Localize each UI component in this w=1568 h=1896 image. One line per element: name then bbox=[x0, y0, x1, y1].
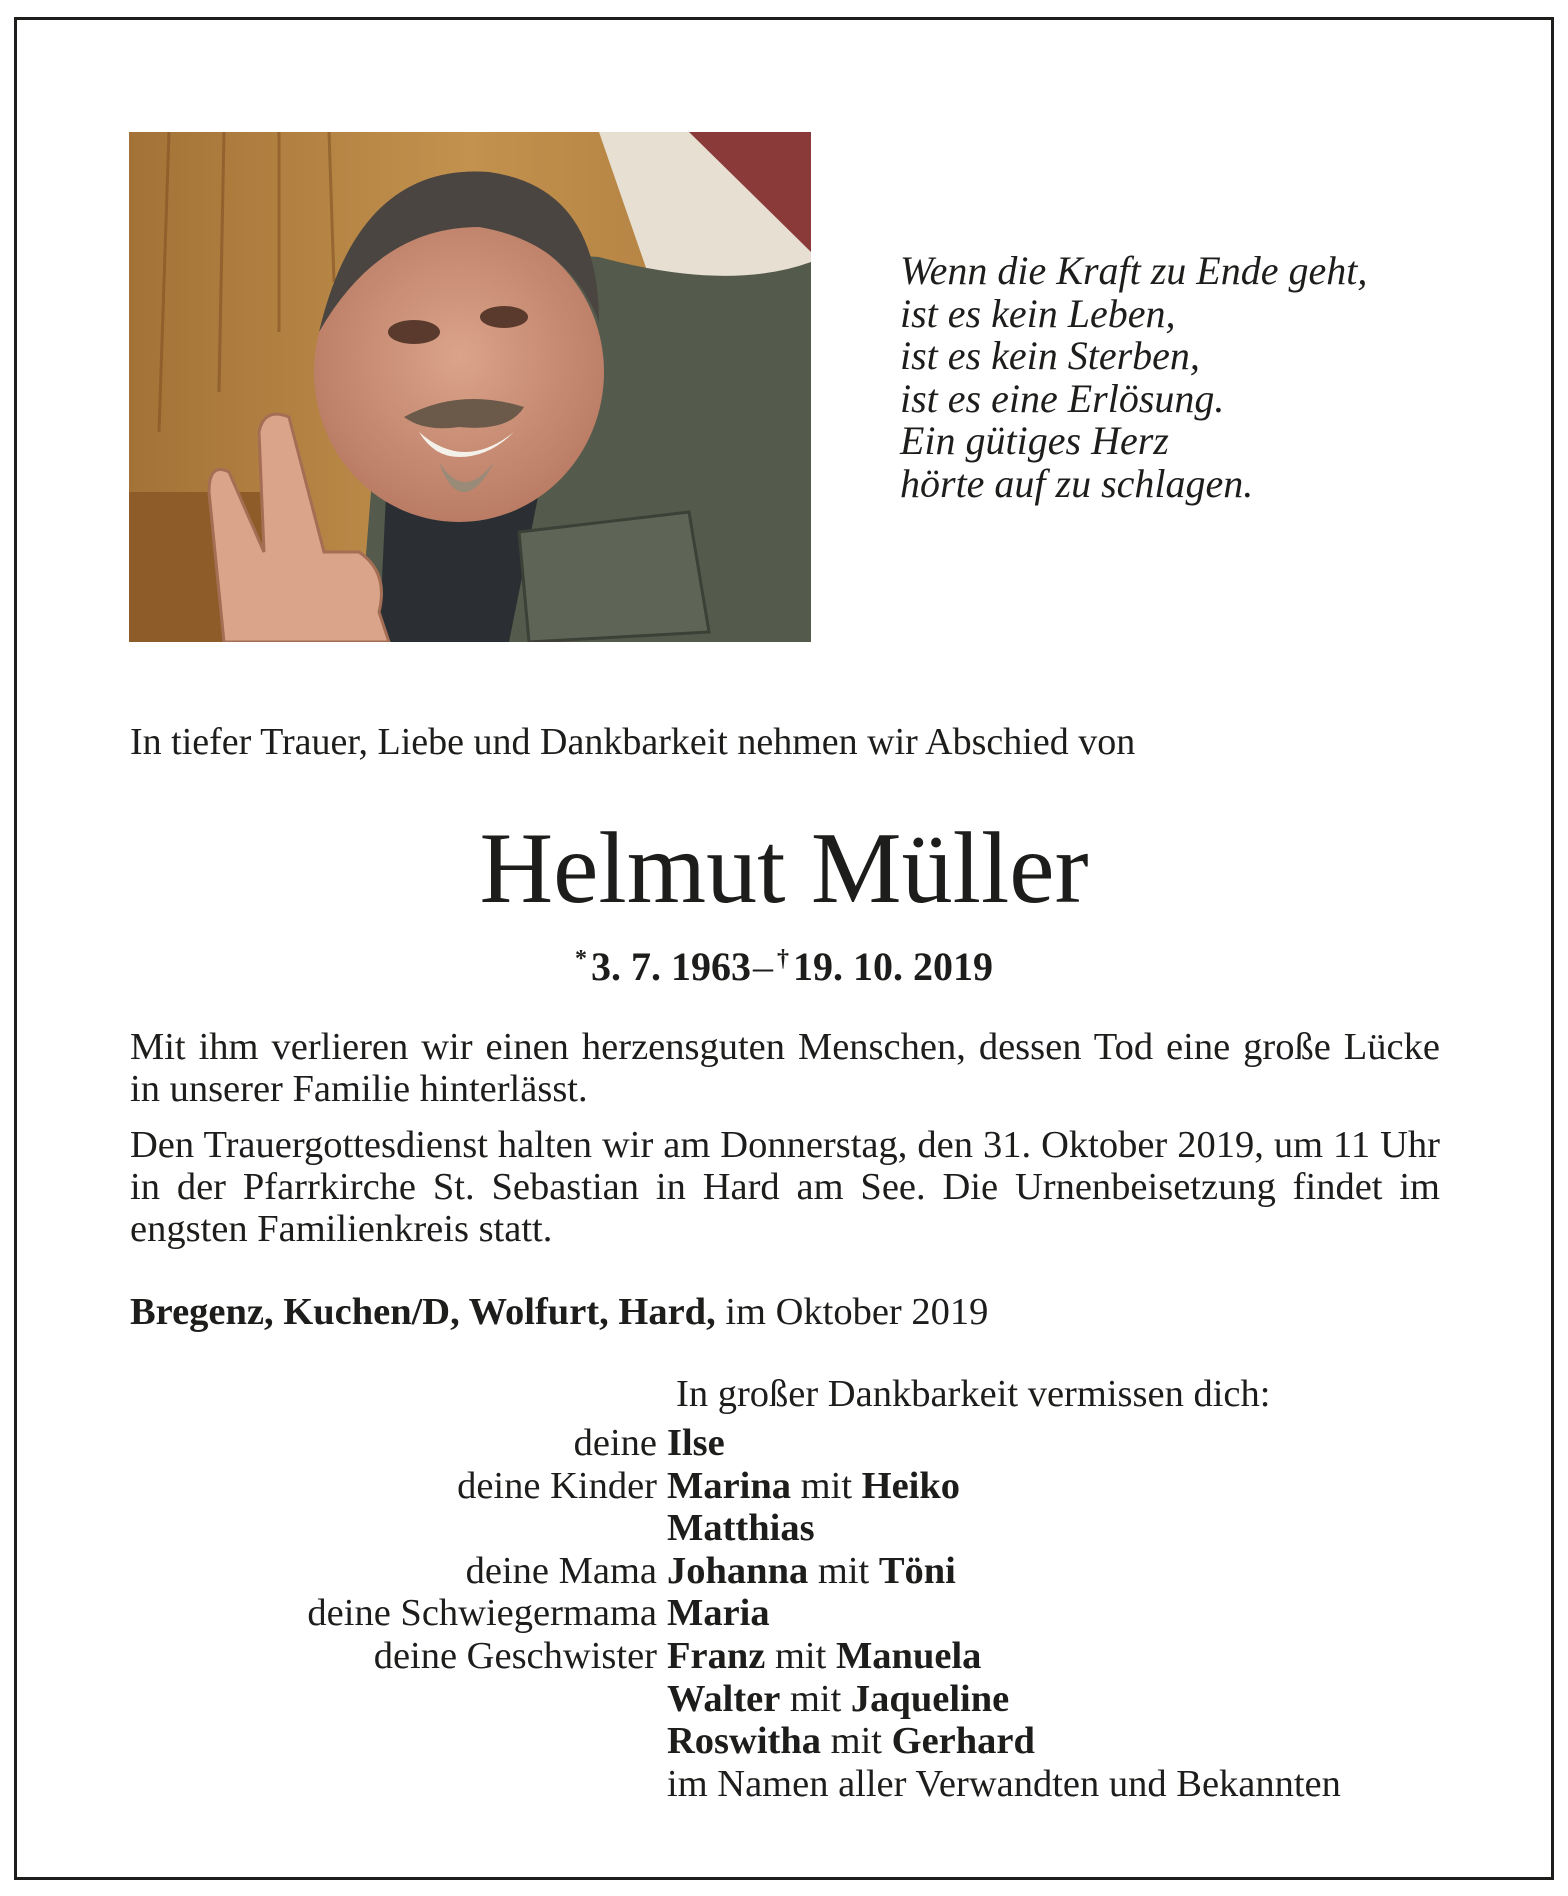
deceased-name: Helmut Müller bbox=[479, 812, 1089, 925]
mourner-name: Maria bbox=[667, 1592, 770, 1635]
mourner-row bbox=[150, 1635, 1341, 1678]
month-date: im Oktober 2019 bbox=[725, 1291, 989, 1333]
mourner-names bbox=[667, 1678, 1009, 1721]
mourner-row bbox=[150, 1507, 1341, 1550]
connector-word: mit bbox=[800, 1464, 853, 1507]
mourner-names bbox=[667, 1465, 960, 1508]
date-separator: – bbox=[753, 944, 773, 989]
partner-name: Heiko bbox=[861, 1464, 961, 1507]
connector-word: mit bbox=[817, 1549, 870, 1592]
mourner-name: Roswitha bbox=[667, 1720, 822, 1763]
birth-symbol: * bbox=[575, 946, 587, 972]
poem-line: hörte auf zu schlagen. bbox=[900, 460, 1254, 506]
thanks-line: In großer Dankbarkeit vermissen dich: bbox=[676, 1373, 1271, 1415]
mourner-name: Franz bbox=[667, 1634, 766, 1677]
mourner-row bbox=[150, 1422, 1341, 1465]
poem bbox=[900, 250, 1367, 505]
paragraph-service: Den Trauergottesdienst halten wir am Donnerstag, den 31. Oktober 2019, um 11 Uhr in der Pfarrkirche St. Sebastian in Hard am See. Die Urnenbeisetzung findet im engsten Familienkreis statt. bbox=[130, 1124, 1440, 1250]
death-date: 19. 10. 2019 bbox=[793, 944, 993, 989]
mourner-row bbox=[150, 1720, 1341, 1763]
relation-label bbox=[150, 1507, 667, 1550]
mourner-names bbox=[667, 1507, 815, 1550]
mourner-names bbox=[667, 1635, 981, 1678]
mourner-name: Johanna bbox=[667, 1549, 809, 1592]
mourner-name: Ilse bbox=[667, 1422, 725, 1464]
partner-name: Gerhard bbox=[891, 1720, 1035, 1763]
mourner-names bbox=[667, 1550, 956, 1593]
mourner-name: Marina bbox=[667, 1464, 792, 1507]
connector-word: mit bbox=[830, 1720, 882, 1763]
relation-label: deine Geschwister bbox=[373, 1634, 657, 1677]
poem-line: ist es kein Leben, bbox=[900, 290, 1176, 336]
relation-label: deine bbox=[573, 1422, 657, 1464]
partner-name: Jaqueline bbox=[850, 1677, 1010, 1720]
relation-label bbox=[150, 1678, 667, 1721]
relation-label: deine Kinder bbox=[457, 1464, 657, 1507]
closing-line: im Namen aller Verwandten und Bekannten bbox=[667, 1762, 1341, 1805]
mourner-row bbox=[150, 1465, 1341, 1508]
poem-line: Ein gütiges Herz bbox=[900, 418, 1169, 463]
partner-name: Manuela bbox=[835, 1634, 982, 1677]
poem-line: ist es eine Erlösung. bbox=[900, 375, 1225, 421]
death-symbol: † bbox=[777, 946, 789, 972]
mourner-row bbox=[150, 1592, 1341, 1635]
mourner-name: Matthias bbox=[667, 1507, 815, 1550]
portrait-image bbox=[129, 132, 811, 642]
mourners-list bbox=[150, 1422, 1341, 1805]
poem-line: Wenn die Kraft zu Ende geht, bbox=[900, 248, 1368, 293]
relation-label bbox=[150, 1720, 667, 1763]
mourner-row bbox=[150, 1763, 1341, 1806]
mourner-row bbox=[150, 1678, 1341, 1721]
paragraph-tribute: Mit ihm verlieren wir einen herzensguten Menschen, dessen Tod eine große Lücke in unserer Familie hinterlässt. bbox=[130, 1026, 1440, 1110]
mourner-names bbox=[667, 1422, 725, 1465]
relation-label: deine Schwiegermama bbox=[307, 1592, 657, 1635]
connector-word: mit bbox=[774, 1634, 827, 1677]
relation-label: deine Mama bbox=[465, 1549, 657, 1592]
portrait-photo bbox=[129, 132, 811, 642]
mourner-names bbox=[667, 1720, 1035, 1763]
mourner-name: Walter bbox=[667, 1677, 781, 1720]
place-date-line bbox=[130, 1290, 988, 1334]
poem-line: ist es kein Sterben, bbox=[900, 333, 1200, 378]
relation-label bbox=[150, 1763, 667, 1806]
locations: Bregenz, Kuchen/D, Wolfurt, Hard, bbox=[130, 1291, 716, 1333]
connector-word: mit bbox=[789, 1677, 842, 1720]
mourner-names bbox=[667, 1592, 770, 1635]
intro-text: In tiefer Trauer, Liebe und Dankbarkeit nehmen wir Abschied von bbox=[130, 721, 1136, 763]
mourner-row bbox=[150, 1550, 1341, 1593]
partner-name: Töni bbox=[878, 1549, 956, 1592]
life-dates bbox=[0, 943, 1568, 990]
birth-date: 3. 7. 1963 bbox=[591, 944, 751, 989]
